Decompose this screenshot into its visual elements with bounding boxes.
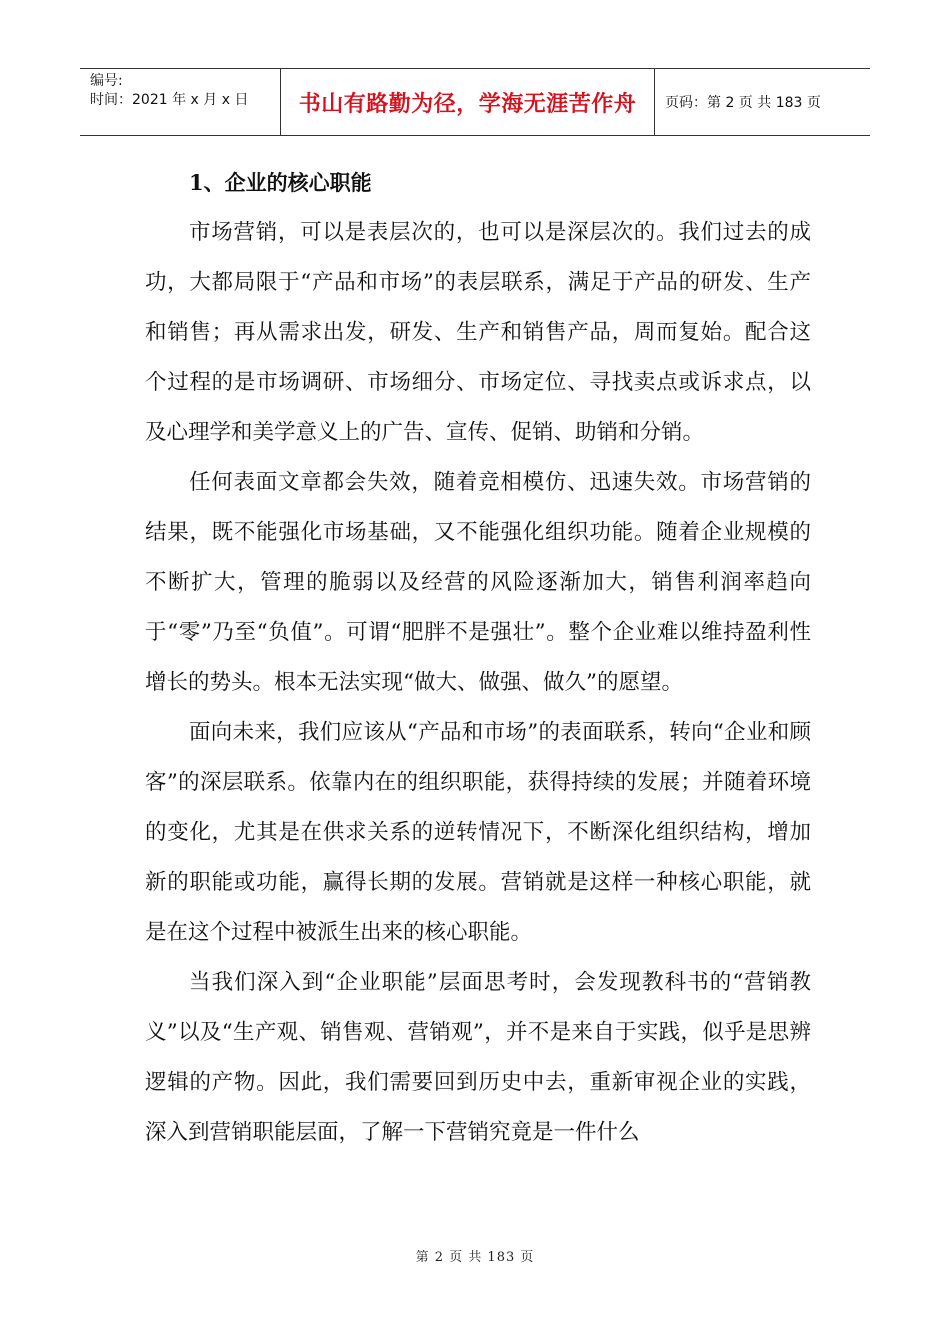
document-body — [145, 158, 811, 1158]
header-info-cell — [80, 69, 281, 135]
header-motto: 书山有路勤为径，学海无涯苦作舟 — [281, 69, 655, 135]
paragraph-3: 面向未来，我们应该从“产品和市场”的表面联系，转向“企业和顾客”的深层联系。依靠内在的组织职能，获得持续的发展；并随着环境的变化，尤其是在供求关系的逆转情况下，不断深化组织结构，增加新的职能或功能，赢得长期的发展。营销就是这样一种核心职能，就是在这个过程中被派生出来的核心职能。 — [145, 720, 811, 945]
header-page-info: 页码：第 2 页 共 183 页 — [665, 95, 821, 111]
header-number-label: 编号: — [90, 73, 123, 89]
paragraph-1: 市场营销，可以是表层次的，也可以是深层次的。我们过去的成功，大都局限于“产品和市场”的表层联系，满足于产品的研发、生产和销售；再从需求出发，研发、生产和销售产品，周而复始。配合这个过程的是市场调研、市场细分、市场定位、寻找卖点或诉求点，以及心理学和美学意义上的广告、宣传、促销、助销和分销。 — [145, 220, 811, 445]
section-heading: 1、企业的核心职能 — [189, 170, 372, 195]
header-date-label: 时间：2021 年 x 月 x 日 — [90, 92, 249, 108]
page-header — [80, 68, 870, 136]
paragraph-2: 任何表面文章都会失效，随着竞相模仿、迅速失效。市场营销的结果，既不能强化市场基础，又不能强化组织功能。随着企业规模的不断扩大，管理的脆弱以及经营的风险逐渐加大，销售利润率趋向于“零”乃至“负值”。可谓“肥胖不是强壮”。整个企业难以维持盈利性增长的势头。根本无法实现“做大、做强、做久”的愿望。 — [145, 470, 811, 695]
paragraph-4: 当我们深入到“企业职能”层面思考时，会发现教科书的“营销教义”以及“生产观、销售观、营销观”，并不是来自于实践，似乎是思辨逻辑的产物。因此，我们需要回到历史中去，重新审视企业的实践，深入到营销职能层面，了解一下营销究竟是一件什么 — [145, 970, 811, 1145]
page-footer: 第 2 页 共 183 页 — [415, 1250, 535, 1265]
